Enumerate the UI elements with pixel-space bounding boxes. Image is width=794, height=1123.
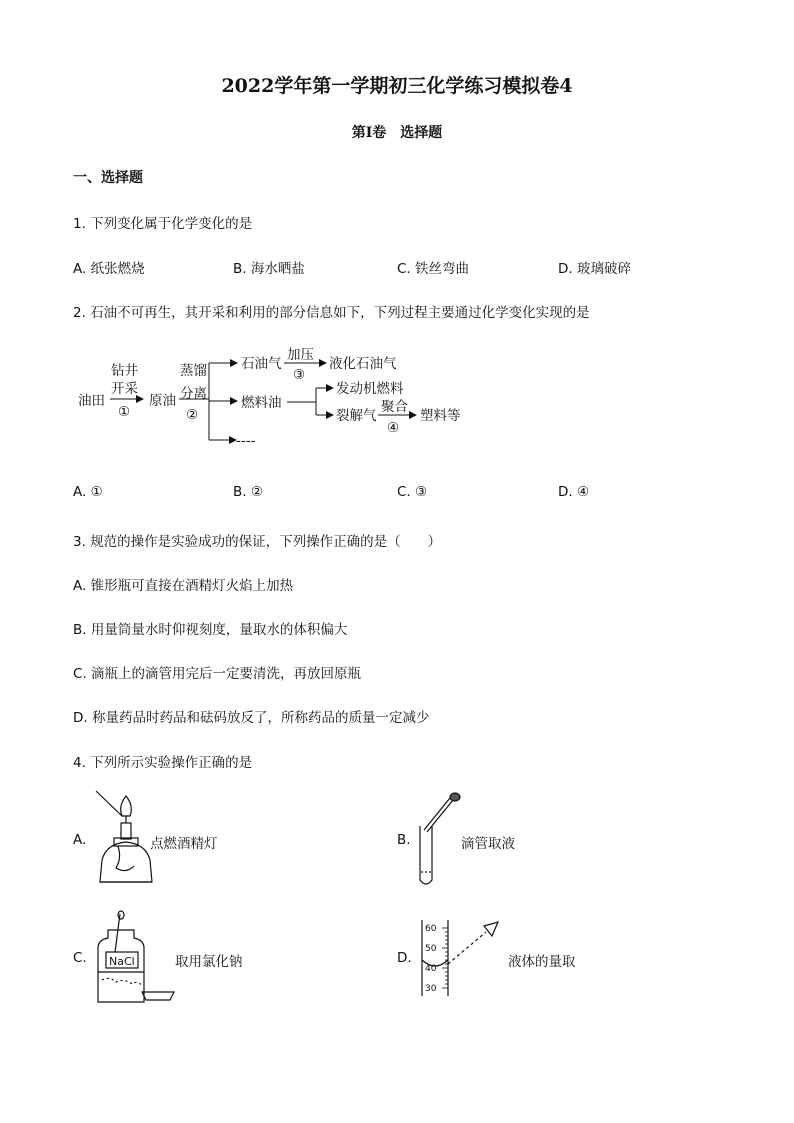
- q4-option-a-letter: A.: [73, 832, 87, 848]
- q1-option-d: D. 玻璃破碎: [558, 261, 631, 277]
- node-cracked-gas: 裂解气: [336, 408, 377, 424]
- node-engine-fuel: 发动机燃料: [336, 381, 404, 397]
- q4-option-b-caption: 滴管取液: [461, 836, 515, 852]
- node-oilfield: 油田: [78, 393, 105, 409]
- q4-option-b-letter: B.: [397, 832, 411, 848]
- label-distill-top: 蒸馏: [180, 363, 207, 379]
- q2-option-b: B. ②: [233, 484, 263, 500]
- graduated-cylinder-illustration: [418, 918, 508, 1000]
- label-pressurize: 加压: [287, 347, 314, 363]
- q4-option-a-caption: 点燃酒精灯: [150, 836, 218, 852]
- node-plastics: 塑料等: [420, 408, 461, 424]
- question-1-stem: 1. 下列变化属于化学变化的是: [73, 216, 253, 232]
- q4-option-d-letter: D.: [397, 950, 412, 966]
- section-title: 一、选择题: [73, 170, 143, 186]
- question-3-stem: 3. 规范的操作是实验成功的保证，下列操作正确的是（ ）: [73, 534, 442, 550]
- q3-option-b: B. 用量筒量水时仰视刻度，量取水的体积偏大: [73, 622, 348, 638]
- q4-option-c-letter: C.: [73, 950, 87, 966]
- reagent-bottle-illustration: [90, 910, 180, 1006]
- tick-30: 30: [425, 984, 437, 994]
- q3-option-d: D. 称量药品时药品和砝码放反了，所称药品的质量一定减少: [73, 710, 430, 726]
- question-4-stem: 4. 下列所示实验操作正确的是: [73, 755, 253, 771]
- q2-option-c: C. ③: [397, 484, 428, 500]
- label-step-4: ④: [387, 420, 400, 436]
- q2-option-d: D. ④: [558, 484, 590, 500]
- q4-option-c-caption: 取用氯化钠: [175, 954, 243, 970]
- q1-option-a: A. 纸张燃烧: [73, 261, 145, 277]
- part-title: 第Ⅰ卷 选择题: [351, 125, 443, 141]
- node-crude-oil: 原油: [149, 393, 176, 409]
- label-step-3: ③: [293, 367, 306, 383]
- q1-option-c: C. 铁丝弯曲: [397, 261, 470, 277]
- question-2-stem: 2. 石油不可再生，其开采和利用的部分信息如下，下列过程主要通过化学变化实现的是: [73, 305, 590, 321]
- label-drill-bottom: 开采: [111, 381, 138, 397]
- label-step-2: ②: [186, 407, 199, 423]
- q4-option-d-caption: 液体的量取: [508, 954, 576, 970]
- dropper-test-tube-illustration: [412, 790, 467, 890]
- label-step-1: ①: [118, 404, 131, 420]
- alcohol-lamp-illustration: [88, 786, 163, 896]
- node-fuel-oil: 燃料油: [241, 395, 282, 411]
- label-drill-top: 钻井: [111, 363, 138, 379]
- q2-option-a: A. ①: [73, 484, 103, 500]
- q3-option-a: A. 锥形瓶可直接在酒精灯火焰上加热: [73, 578, 294, 594]
- node-ellipsis: ----: [236, 433, 256, 449]
- tick-40: 40: [425, 964, 437, 974]
- q3-option-c: C. 滴瓶上的滴管用完后一定要清洗，再放回原瓶: [73, 666, 362, 682]
- node-lpg: 液化石油气: [329, 356, 397, 372]
- q1-option-b: B. 海水晒盐: [233, 261, 305, 277]
- page-title: 2022学年第一学期初三化学练习模拟卷4: [221, 75, 573, 97]
- label-distill-bottom: 分离: [180, 386, 207, 402]
- tick-50: 50: [425, 944, 437, 954]
- node-petroleum-gas: 石油气: [241, 356, 282, 372]
- bottle-label: NaCl: [109, 955, 135, 968]
- tick-60: 60: [425, 924, 437, 934]
- label-polymerize: 聚合: [381, 399, 408, 415]
